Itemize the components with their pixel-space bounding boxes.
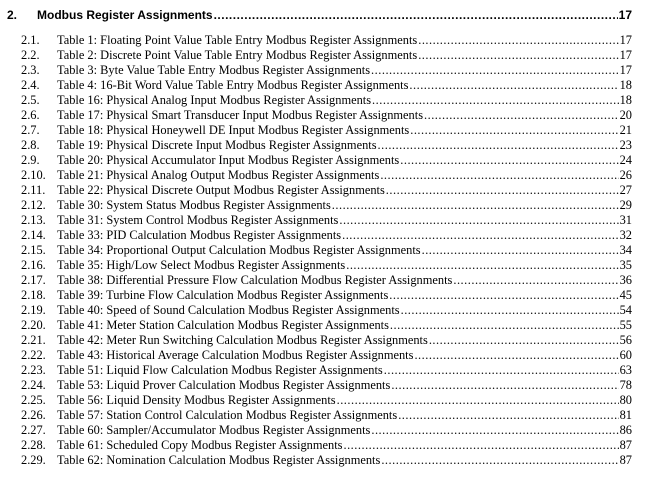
entry-page-number: 87 — [619, 438, 632, 452]
entry-title: Table 4: 16-Bit Word Value Table Entry Modbus Register Assignments — [57, 78, 409, 92]
entry-title: Table 19: Physical Discrete Input Modbus Register Assignments — [57, 138, 377, 152]
toc-entry[interactable] — [21, 333, 632, 348]
entry-page-number: 36 — [619, 273, 632, 287]
entry-number: 2.15. — [21, 243, 46, 257]
toc-entry[interactable] — [21, 423, 632, 438]
entry-number: 2.27. — [21, 423, 46, 437]
entry-page-number: 78 — [619, 378, 632, 392]
entry-title: Table 39: Turbine Flow Calculation Modbus Register Assignments — [57, 288, 389, 302]
entry-title: Table 16: Physical Analog Input Modbus Register Assignments — [57, 93, 372, 107]
toc-entry[interactable] — [21, 453, 632, 468]
entry-number: 2.22. — [21, 348, 46, 362]
entry-title: Table 57: Station Control Calculation Modbus Register Assignments — [57, 408, 398, 422]
toc-entry[interactable] — [21, 48, 632, 63]
dot-leader — [343, 438, 618, 453]
entry-page-number: 31 — [619, 213, 632, 227]
entry-title: Table 30: System Status Modbus Register Assignments — [57, 198, 331, 212]
entry-number: 2.2. — [21, 48, 40, 62]
entry-page-number: 87 — [619, 453, 632, 467]
entry-page-number: 17 — [619, 33, 632, 47]
entry-number: 2.3. — [21, 63, 40, 77]
entry-title: Table 3: Byte Value Table Entry Modbus Register Assignments — [57, 63, 371, 77]
entry-number: 2.6. — [21, 108, 40, 122]
entry-page-number: 20 — [619, 108, 632, 122]
entry-number: 2.17. — [21, 273, 46, 287]
entry-page-number: 23 — [619, 138, 632, 152]
entry-page-number: 27 — [619, 183, 632, 197]
entry-number: 2.9. — [21, 153, 40, 167]
entry-number: 2.28. — [21, 438, 46, 452]
toc-entry[interactable] — [21, 393, 632, 408]
toc-entry[interactable] — [21, 303, 632, 318]
section-title: Modbus Register Assignments — [37, 8, 213, 22]
entry-title: Table 22: Physical Discrete Output Modbus Register Assignments — [57, 183, 385, 197]
entry-page-number: 81 — [619, 408, 632, 422]
dot-leader — [398, 408, 618, 423]
toc-entry[interactable] — [21, 318, 632, 333]
entry-page-number: 17 — [619, 48, 632, 62]
dot-leader — [371, 63, 619, 78]
entry-title: Table 51: Liquid Flow Calculation Modbus Register Assignments — [57, 363, 383, 377]
entry-page-number: 45 — [619, 288, 632, 302]
entry-page-number: 56 — [619, 333, 632, 347]
dot-leader — [410, 123, 618, 138]
toc-entry[interactable] — [21, 363, 632, 378]
entry-page-number: 17 — [619, 63, 632, 77]
entry-title: Table 20: Physical Accumulator Input Modbus Register Assignments — [57, 153, 400, 167]
toc-entry[interactable] — [21, 198, 632, 213]
entry-title: Table 43: Historical Average Calculation Modbus Register Assignments — [57, 348, 414, 362]
entry-page-number: 63 — [619, 363, 632, 377]
entry-number: 2.23. — [21, 363, 46, 377]
entry-page-number: 54 — [619, 303, 632, 317]
toc-entry[interactable] — [21, 33, 632, 48]
entry-number: 2.7. — [21, 123, 40, 137]
dot-leader — [339, 213, 618, 228]
dot-leader — [378, 138, 619, 153]
dot-leader — [342, 228, 619, 243]
toc-entry[interactable] — [21, 183, 632, 198]
toc-entry[interactable] — [21, 168, 632, 183]
toc-entry[interactable] — [21, 348, 632, 363]
dot-leader — [371, 423, 618, 438]
dot-leader — [424, 108, 619, 123]
entry-title: Table 56: Liquid Density Modbus Register Assignments — [57, 393, 336, 407]
entry-title: Table 61: Scheduled Copy Modbus Register Assignments — [57, 438, 343, 452]
entry-number: 2.29. — [21, 453, 46, 467]
toc-entry[interactable] — [21, 288, 632, 303]
entry-number: 2.26. — [21, 408, 46, 422]
entry-title: Table 38: Differential Pressure Flow Calculation Modbus Register Assignments — [57, 273, 453, 287]
entry-title: Table 21: Physical Analog Output Modbus Register Assignments — [57, 168, 380, 182]
toc-entry[interactable] — [21, 123, 632, 138]
toc-entry[interactable] — [21, 378, 632, 393]
toc-entry[interactable] — [21, 228, 632, 243]
dot-leader — [372, 93, 619, 108]
entry-number: 2.18. — [21, 288, 46, 302]
entry-page-number: 26 — [619, 168, 632, 182]
entry-page-number: 29 — [619, 198, 632, 212]
dot-leader — [409, 78, 618, 93]
entry-page-number: 80 — [619, 393, 632, 407]
dot-leader — [386, 183, 619, 198]
dot-leader — [414, 348, 618, 363]
toc-section-heading[interactable] — [7, 8, 632, 24]
toc-entry[interactable] — [21, 138, 632, 153]
entry-page-number: 18 — [619, 93, 632, 107]
entry-number: 2.16. — [21, 258, 46, 272]
dot-leader — [401, 303, 619, 318]
entry-number: 2.11. — [21, 183, 46, 197]
entry-number: 2.8. — [21, 138, 40, 152]
dot-leader — [422, 243, 619, 258]
dot-leader — [384, 363, 619, 378]
entry-page-number: 32 — [619, 228, 632, 242]
entry-number: 2.20. — [21, 318, 46, 332]
entry-number: 2.21. — [21, 333, 46, 347]
entry-title: Table 42: Meter Run Switching Calculation Modbus Register Assignments — [57, 333, 428, 347]
toc-entry[interactable] — [21, 93, 632, 108]
entry-page-number: 24 — [619, 153, 632, 167]
page-number: 17 — [618, 8, 632, 22]
toc-entry[interactable] — [21, 243, 632, 258]
dot-leader — [381, 453, 618, 468]
toc-entry[interactable] — [21, 108, 632, 123]
entry-title: Table 1: Floating Point Value Table Entry Modbus Register Assignments — [57, 33, 418, 47]
toc-entry[interactable] — [21, 273, 632, 288]
section-number: 2. — [7, 8, 18, 22]
entry-title: Table 53: Liquid Prover Calculation Modbus Register Assignments — [57, 378, 391, 392]
dot-leader — [337, 393, 619, 408]
entry-title: Table 31: System Control Modbus Register Assignments — [57, 213, 339, 227]
dot-leader — [214, 8, 618, 22]
dot-leader — [332, 198, 619, 213]
entry-title: Table 17: Physical Smart Transducer Input Modbus Register Assignments — [57, 108, 424, 122]
entry-number: 2.4. — [21, 78, 40, 92]
entry-title: Table 35: High/Low Select Modbus Register Assignments — [57, 258, 346, 272]
entry-page-number: 86 — [619, 423, 632, 437]
toc-entry[interactable] — [21, 78, 632, 93]
toc-entry[interactable] — [21, 213, 632, 228]
dot-leader — [418, 33, 618, 48]
entry-title: Table 33: PID Calculation Modbus Register Assignments — [57, 228, 342, 242]
entry-number: 2.5. — [21, 93, 40, 107]
entry-page-number: 21 — [619, 123, 632, 137]
toc-entry-list — [21, 33, 632, 468]
dot-leader — [400, 153, 618, 168]
toc-entry[interactable] — [21, 408, 632, 423]
entry-number: 2.25. — [21, 393, 46, 407]
entry-page-number: 35 — [619, 258, 632, 272]
dot-leader — [389, 288, 618, 303]
entry-number: 2.14. — [21, 228, 46, 242]
entry-page-number: 34 — [619, 243, 632, 257]
entry-number: 2.24. — [21, 378, 46, 392]
toc-entry[interactable] — [21, 438, 632, 453]
toc-entry[interactable] — [21, 153, 632, 168]
entry-page-number: 55 — [619, 318, 632, 332]
entry-title: Table 18: Physical Honeywell DE Input Modbus Register Assignments — [57, 123, 410, 137]
dot-leader — [390, 318, 619, 333]
entry-page-number: 18 — [619, 78, 632, 92]
dot-leader — [418, 48, 618, 63]
dot-leader — [346, 258, 618, 273]
toc-entry[interactable] — [21, 63, 632, 78]
toc-entry[interactable] — [21, 258, 632, 273]
entry-title: Table 41: Meter Station Calculation Modbus Register Assignments — [57, 318, 389, 332]
entry-title: Table 34: Proportional Output Calculation Modbus Register Assignments — [57, 243, 421, 257]
entry-page-number: 60 — [619, 348, 632, 362]
dot-leader — [453, 273, 618, 288]
entry-number: 2.19. — [21, 303, 46, 317]
entry-number: 2.13. — [21, 213, 46, 227]
entry-title: Table 40: Speed of Sound Calculation Modbus Register Assignments — [57, 303, 400, 317]
entry-number: 2.12. — [21, 198, 46, 212]
entry-title: Table 2: Discrete Point Value Table Entry Modbus Register Assignments — [57, 48, 418, 62]
entry-title: Table 60: Sampler/Accumulator Modbus Register Assignments — [57, 423, 371, 437]
entry-title: Table 62: Nomination Calculation Modbus Register Assignments — [57, 453, 381, 467]
entry-number: 2.1. — [21, 33, 40, 47]
entry-number: 2.10. — [21, 168, 46, 182]
dot-leader — [391, 378, 618, 393]
dot-leader — [429, 333, 619, 348]
dot-leader — [380, 168, 618, 183]
